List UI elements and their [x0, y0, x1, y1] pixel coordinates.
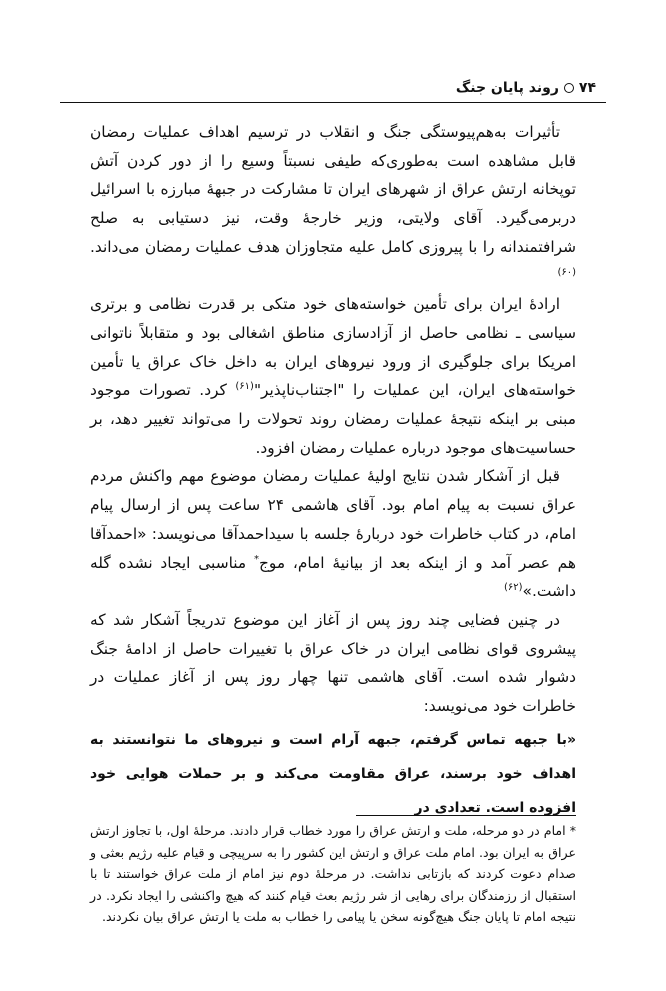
endnote-ref: (۶۰) [557, 266, 576, 278]
paragraph-1 [90, 118, 576, 290]
paragraph-3 [90, 462, 576, 606]
paragraph-4 [90, 606, 576, 721]
footnote-marker: * [253, 553, 259, 565]
paragraph-text: ارادهٔ ایران برای تأمین خواسته‌های خود متکی بر قدرت نظامی و برتری سیاسی ـ نظامی حاصل از آزادسازی مناطق اشغالی بود و متقابلاً ناتوانی امریکا برای جلوگیری از ورود نیروهای ایران به داخل خاک عراق یا تأمین خواسته‌های ایران، این عملیات را "اجتناب‌ناپذیر" [90, 295, 576, 400]
quote-block: «با جبهه تماس گرفتم، جبهه آرام است و نیروهای ما نتوانستند به اهداف خود برسند، عراق مقاومت می‌کند و بر حملات هوایی خود افزوده است. تعدادی در [90, 731, 576, 816]
footnote-rule [356, 815, 576, 816]
endnote-ref: (۶۱) [235, 381, 254, 393]
page-number: ۷۴ [578, 80, 596, 96]
paragraph-text: در چنین فضایی چند روز پس از آغاز این موضوع تدریجاً آشکار شد که پیشروی قوای نظامی ایران در خاک عراق با تغییرات حاصل از ادامهٔ جنگ دشوار شده است. آقای هاشمی تنها چهار روز پس از آغاز عملیات در خاطرات خود می‌نویسد: [90, 610, 576, 716]
circle-icon [564, 83, 574, 93]
footnote: * امام در دو مرحله، ملت و ارتش عراق را مورد خطاب قرار دادند. مرحلهٔ اول، با تجاوز ارتش عراق به ایران بود. امام ملت عراق و ارتش این کشور را به سرپیچی و قیام علیه رژیم بعثی و صدام دعوت کردند که بازتابی نداشت. در مرحلهٔ دوم نیز امام از ملت عراق خواستند تا با استقبال از رزمندگان برای رهایی از شر رژیم بعث قیام کنند که هیچ واکنشی را ایجاد نکرد. در نتیجه امام تا پایان جنگ هیچ‌گونه سخن یا پیامی را خطاب به ملت یا ارتش عراق بیان نکردند. [90, 823, 576, 924]
endnote-ref: (۶۲) [503, 582, 523, 594]
header-rule [60, 102, 606, 103]
header-text [456, 80, 596, 96]
running-header [60, 74, 606, 104]
paragraph-text-cont: کرد. تصورات موجود مبنی بر اینکه نتیجهٔ عملیات رمضان روند تحولات را می‌تواند تغییر دهد، بر حساسیت‌های موجود درباره عملیات رمضان افزود. [90, 381, 576, 457]
body-text [90, 118, 576, 825]
paragraph-text-cont: مناسبی ایجاد نشده گله داشت.» [90, 553, 576, 601]
paragraph-text: تأثیرات به‌هم‌پیوستگی جنگ و انقلاب در ترسیم اهداف عملیات رمضان قابل مشاهده است به‌طوری‌که طیفی نسبتاً وسیع را از دور کردن آتش توپخانه ارتش عراق از شهرهای ایران تا مشارکت در جبههٔ مبارزه با اسرائیل دربرمی‌گیرد. آقای ولایتی، وزیر خارجهٔ وقت، نیز دستیابی به صلح شرافتمندانه را با پیروزی کامل علیه متجاوزان هدف عملیات رمضان می‌داند. [90, 123, 576, 256]
paragraph-text: قبل از آشکار شدن نتایج اولیهٔ عملیات رمضان موضوع مهم واکنش مردم عراق نسبت به پیام امام بود. آقای هاشمی ۲۴ ساعت پس از ارسال پیام امام، در کتاب خاطرات خود دربارهٔ جلسه با سیداحمدآقا می‌نویسد: «احمدآقا هم عصر آمد و از اینکه بعد از بیانیهٔ امام، موج [90, 467, 576, 572]
chapter-title: روند پایان جنگ [455, 80, 559, 96]
paragraph-2 [90, 290, 576, 462]
